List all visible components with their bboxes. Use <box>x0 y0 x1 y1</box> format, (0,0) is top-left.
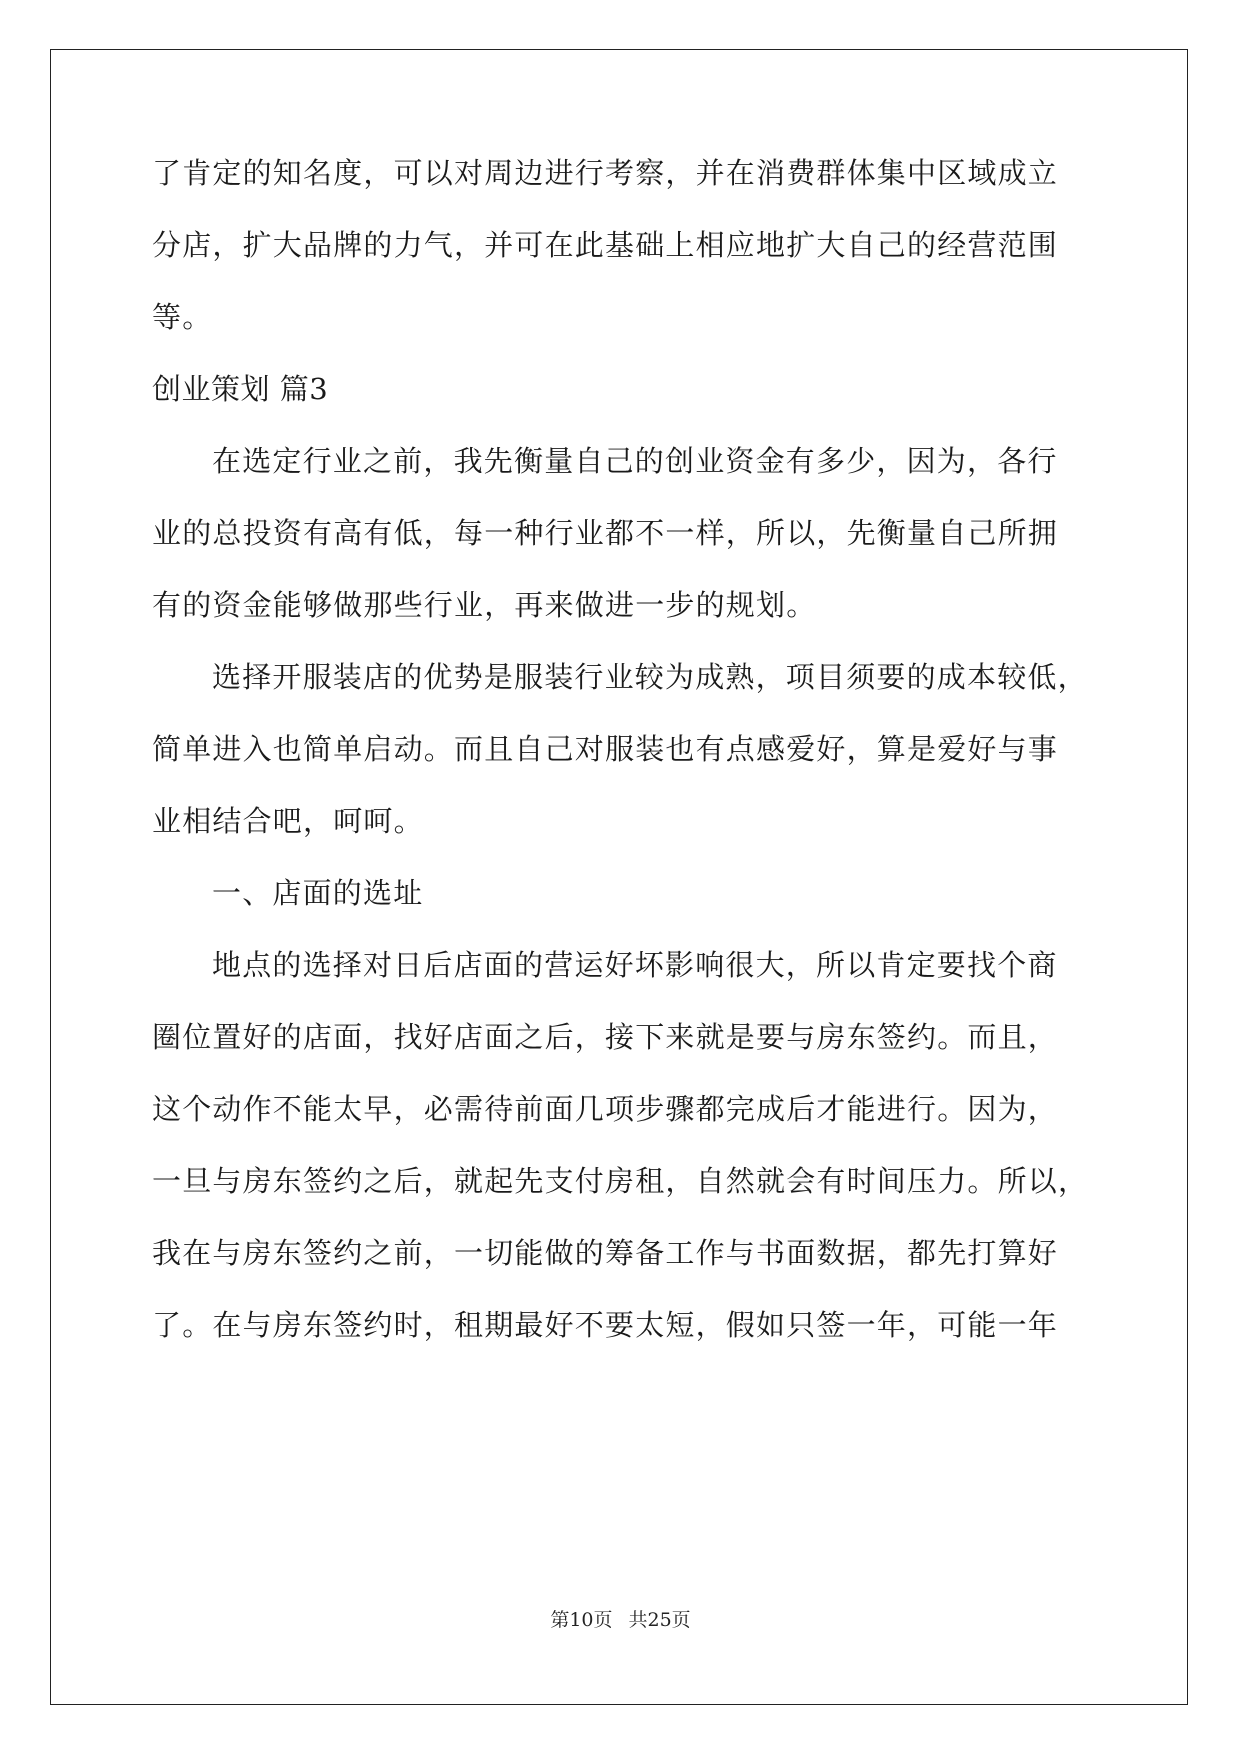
text-line: 地点的选择对日后店面的营运好坏影响很大，所以肯定要找个商 <box>212 948 1058 982</box>
text-line: 分店，扩大品牌的力气，并可在此基础上相应地扩大自己的经营范围 <box>152 228 1059 262</box>
text-line: 简单进入也简单启动。而且自己对服装也有点感爱好，算是爱好与事 <box>152 732 1059 766</box>
text-line: 在选定行业之前，我先衡量自己的创业资金有多少，因为，各行 <box>212 444 1058 478</box>
text-line: 了。在与房东签约时，租期最好不要太短，假如只签一年，可能一年 <box>152 1308 1059 1342</box>
text-line: 业的总投资有高有低，每一种行业都不一样，所以，先衡量自己所拥 <box>152 516 1059 550</box>
text-line: 了肯定的知名度，可以对周边进行考察，并在消费群体集中区域成立 <box>152 156 1059 190</box>
subsection-heading: 一、店面的选址 <box>212 876 424 910</box>
total-page-count: 共25页 <box>628 1609 691 1631</box>
page-footer <box>0 1608 1241 1632</box>
text-line: 圈位置好的店面，找好店面之后，接下来就是要与房东签约。而且， <box>152 1020 1059 1054</box>
text-line: 业相结合吧，呵呵。 <box>152 804 424 838</box>
current-page-number: 第10页 <box>550 1609 613 1631</box>
text-line: 我在与房东签约之前，一切能做的筹备工作与书面数据，都先打算好 <box>152 1236 1059 1270</box>
text-line: 有的资金能够做那些行业，再来做进一步的规划。 <box>152 588 817 622</box>
text-line: 这个动作不能太早，必需待前面几项步骤都完成后才能进行。因为， <box>152 1092 1059 1126</box>
text-line: 等。 <box>152 300 213 334</box>
text-line: 一旦与房东签约之后，就起先支付房租，自然就会有时间压力。所以， <box>152 1164 1089 1198</box>
text-line: 选择开服装店的优势是服装行业较为成熟，项目须要的成本较低， <box>212 660 1088 694</box>
section-heading: 创业策划 篇3 <box>152 372 329 406</box>
